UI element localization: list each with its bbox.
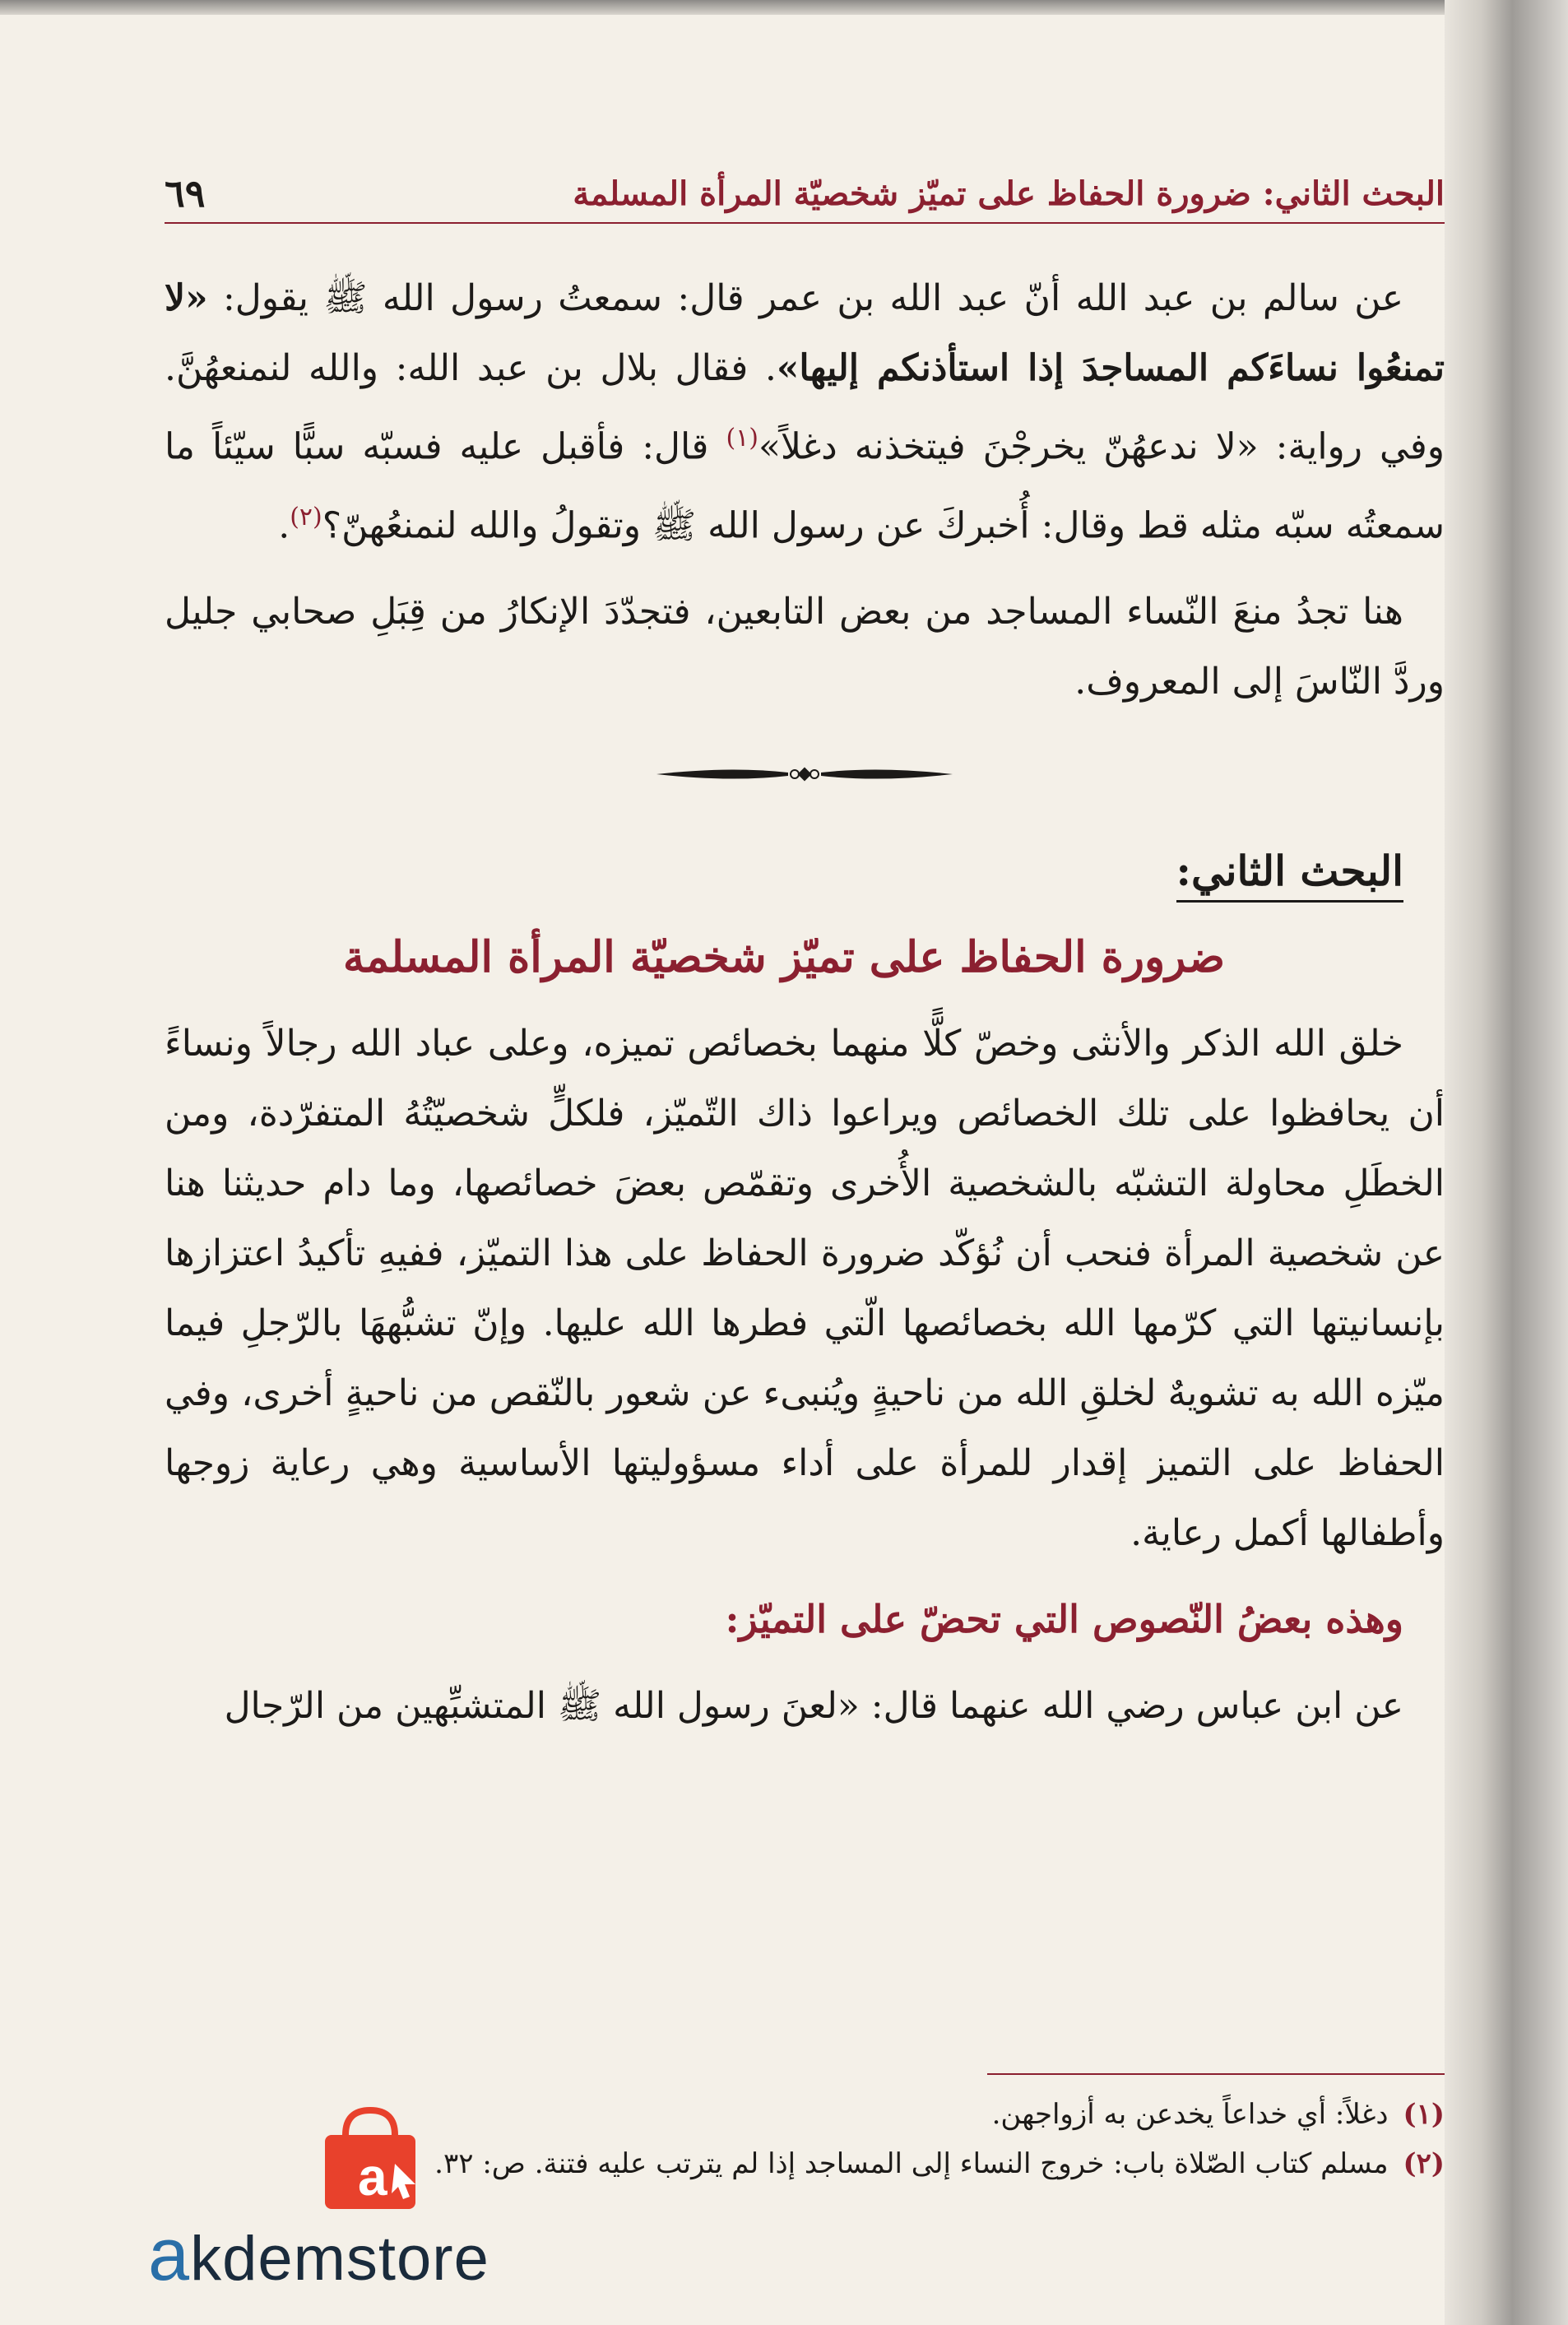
svg-text:a: a <box>358 2147 387 2207</box>
akdemstore-watermark <box>148 2106 576 2295</box>
brand-rest: kdemstore <box>190 2224 489 2294</box>
page-number: ٦٩ <box>165 171 206 216</box>
ornament-divider <box>165 762 1445 787</box>
footnote-text: دغلاً: أي خداعاً يخدعن به أزواجهن. <box>991 2098 1389 2131</box>
running-header <box>165 165 1445 224</box>
brand-wordmark <box>148 2213 489 2298</box>
header-title: البحث الثاني: ضرورة الحفاظ على تميّز شخصيّة المرأة المسلمة <box>573 174 1445 213</box>
subheading: وهذه بعضُ النّصوص التي تحضّ على التميّز: <box>725 1597 1403 1642</box>
footnote-text: مسلم كتاب الصّلاة باب: خروج النساء إلى المساجد إذا لم يترتب عليه فتنة. ص: ٣٢. <box>434 2147 1389 2180</box>
footnote-ref-1[interactable]: (١) <box>726 424 758 452</box>
footnote-divider <box>987 2073 1445 2075</box>
hadith-continuation: . فقال بلال بن عبد الله: والله لنمنعهُنَّ. وفي رواية: «لا ندعهُنّ يخرجْنَ فيتخذنه دغلاً» <box>165 347 1445 468</box>
paragraph-commentary: هنا تجدُ منعَ النّساء المساجد من بعض التابعين، فتجدّدَ الإنكارُ من قِبَلِ صحابي جليل وردَّ النّاسَ إلى المعروف. <box>165 591 1445 703</box>
footnote-number: (١) <box>1403 2098 1445 2131</box>
paragraph-last: عن ابن عباس رضي الله عنهما قال: «لعنَ رسول الله ﷺ المتشبِّهين من الرّجال <box>224 1685 1403 1728</box>
hadith-intro: عن سالم بن عبد الله أنّ عبد الله بن عمر قال: سمعتُ رسول الله ﷺ يقول: <box>222 277 1403 319</box>
book-spine-shadow <box>1445 0 1568 2325</box>
section-label: البحث الثاني: <box>165 836 1445 906</box>
ornament-icon <box>656 762 953 787</box>
footnote-number: (٢) <box>1403 2147 1445 2180</box>
page-body <box>165 263 1445 1757</box>
footnote-ref-2[interactable]: (٢) <box>290 502 322 531</box>
brand-a: a <box>148 2214 191 2296</box>
paragraph-hadith <box>165 263 1445 560</box>
hadith-end: . <box>278 504 290 547</box>
paragraph-main: خلق الله الذكر والأنثى وخصّ كلًّا منهما بخصائص تميزه، وعلى عباد الله رجالاً ونساءً أن يحافظوا على تلك الخصائص ويراعوا ذاك التّميّز، فلكلٍّ شخصيّتُهُ المتفرّدة، ومن الخطَلِ محاولة التشبّه بالشخصية الأُخرى وتقمّص بعضَ خصائصها، وما دام حديثنا هنا عن شخصية المرأة فنحب أن نُؤكّد ضرورة الحفاظ على هذا التميّز، ففيهِ تأكيدُ اعتزازها بإنسانيتها التي كرّمها الله بخصائصها الّتي فطرها الله عليها. وإنّ تشبُّههَا بالرّجلِ فيما ميّزه الله به تشويهٌ لخلقِ الله من ناحيةٍ ويُنبىء عن شعور بالنّقص من ناحيةٍ أخرى، وفي الحفاظ على التميز إقدار للمرأة على أداء مسؤوليتها الأساسية وهي رعاية زوجها وأطفالها أكمل رعاية. <box>165 1023 1445 1555</box>
gift-bag-icon <box>313 2106 428 2213</box>
hadith-continuation-2: قال: فأقبل عليه فسبّه سبًّا سيّئاً ما سمعتُه سبّه مثله قط وقال: أُخبركَ عن رسول الله ﷺ وتقولُ والله لنمنعُهنّ؟ <box>165 425 1445 547</box>
section-title: ضرورة الحفاظ على تميّز شخصيّة المرأة المسلمة <box>343 932 1225 983</box>
hadith-quote: «لا تمنعُوا نساءَكم المساجدَ إذا استأذنكم إليها» <box>165 277 1445 389</box>
